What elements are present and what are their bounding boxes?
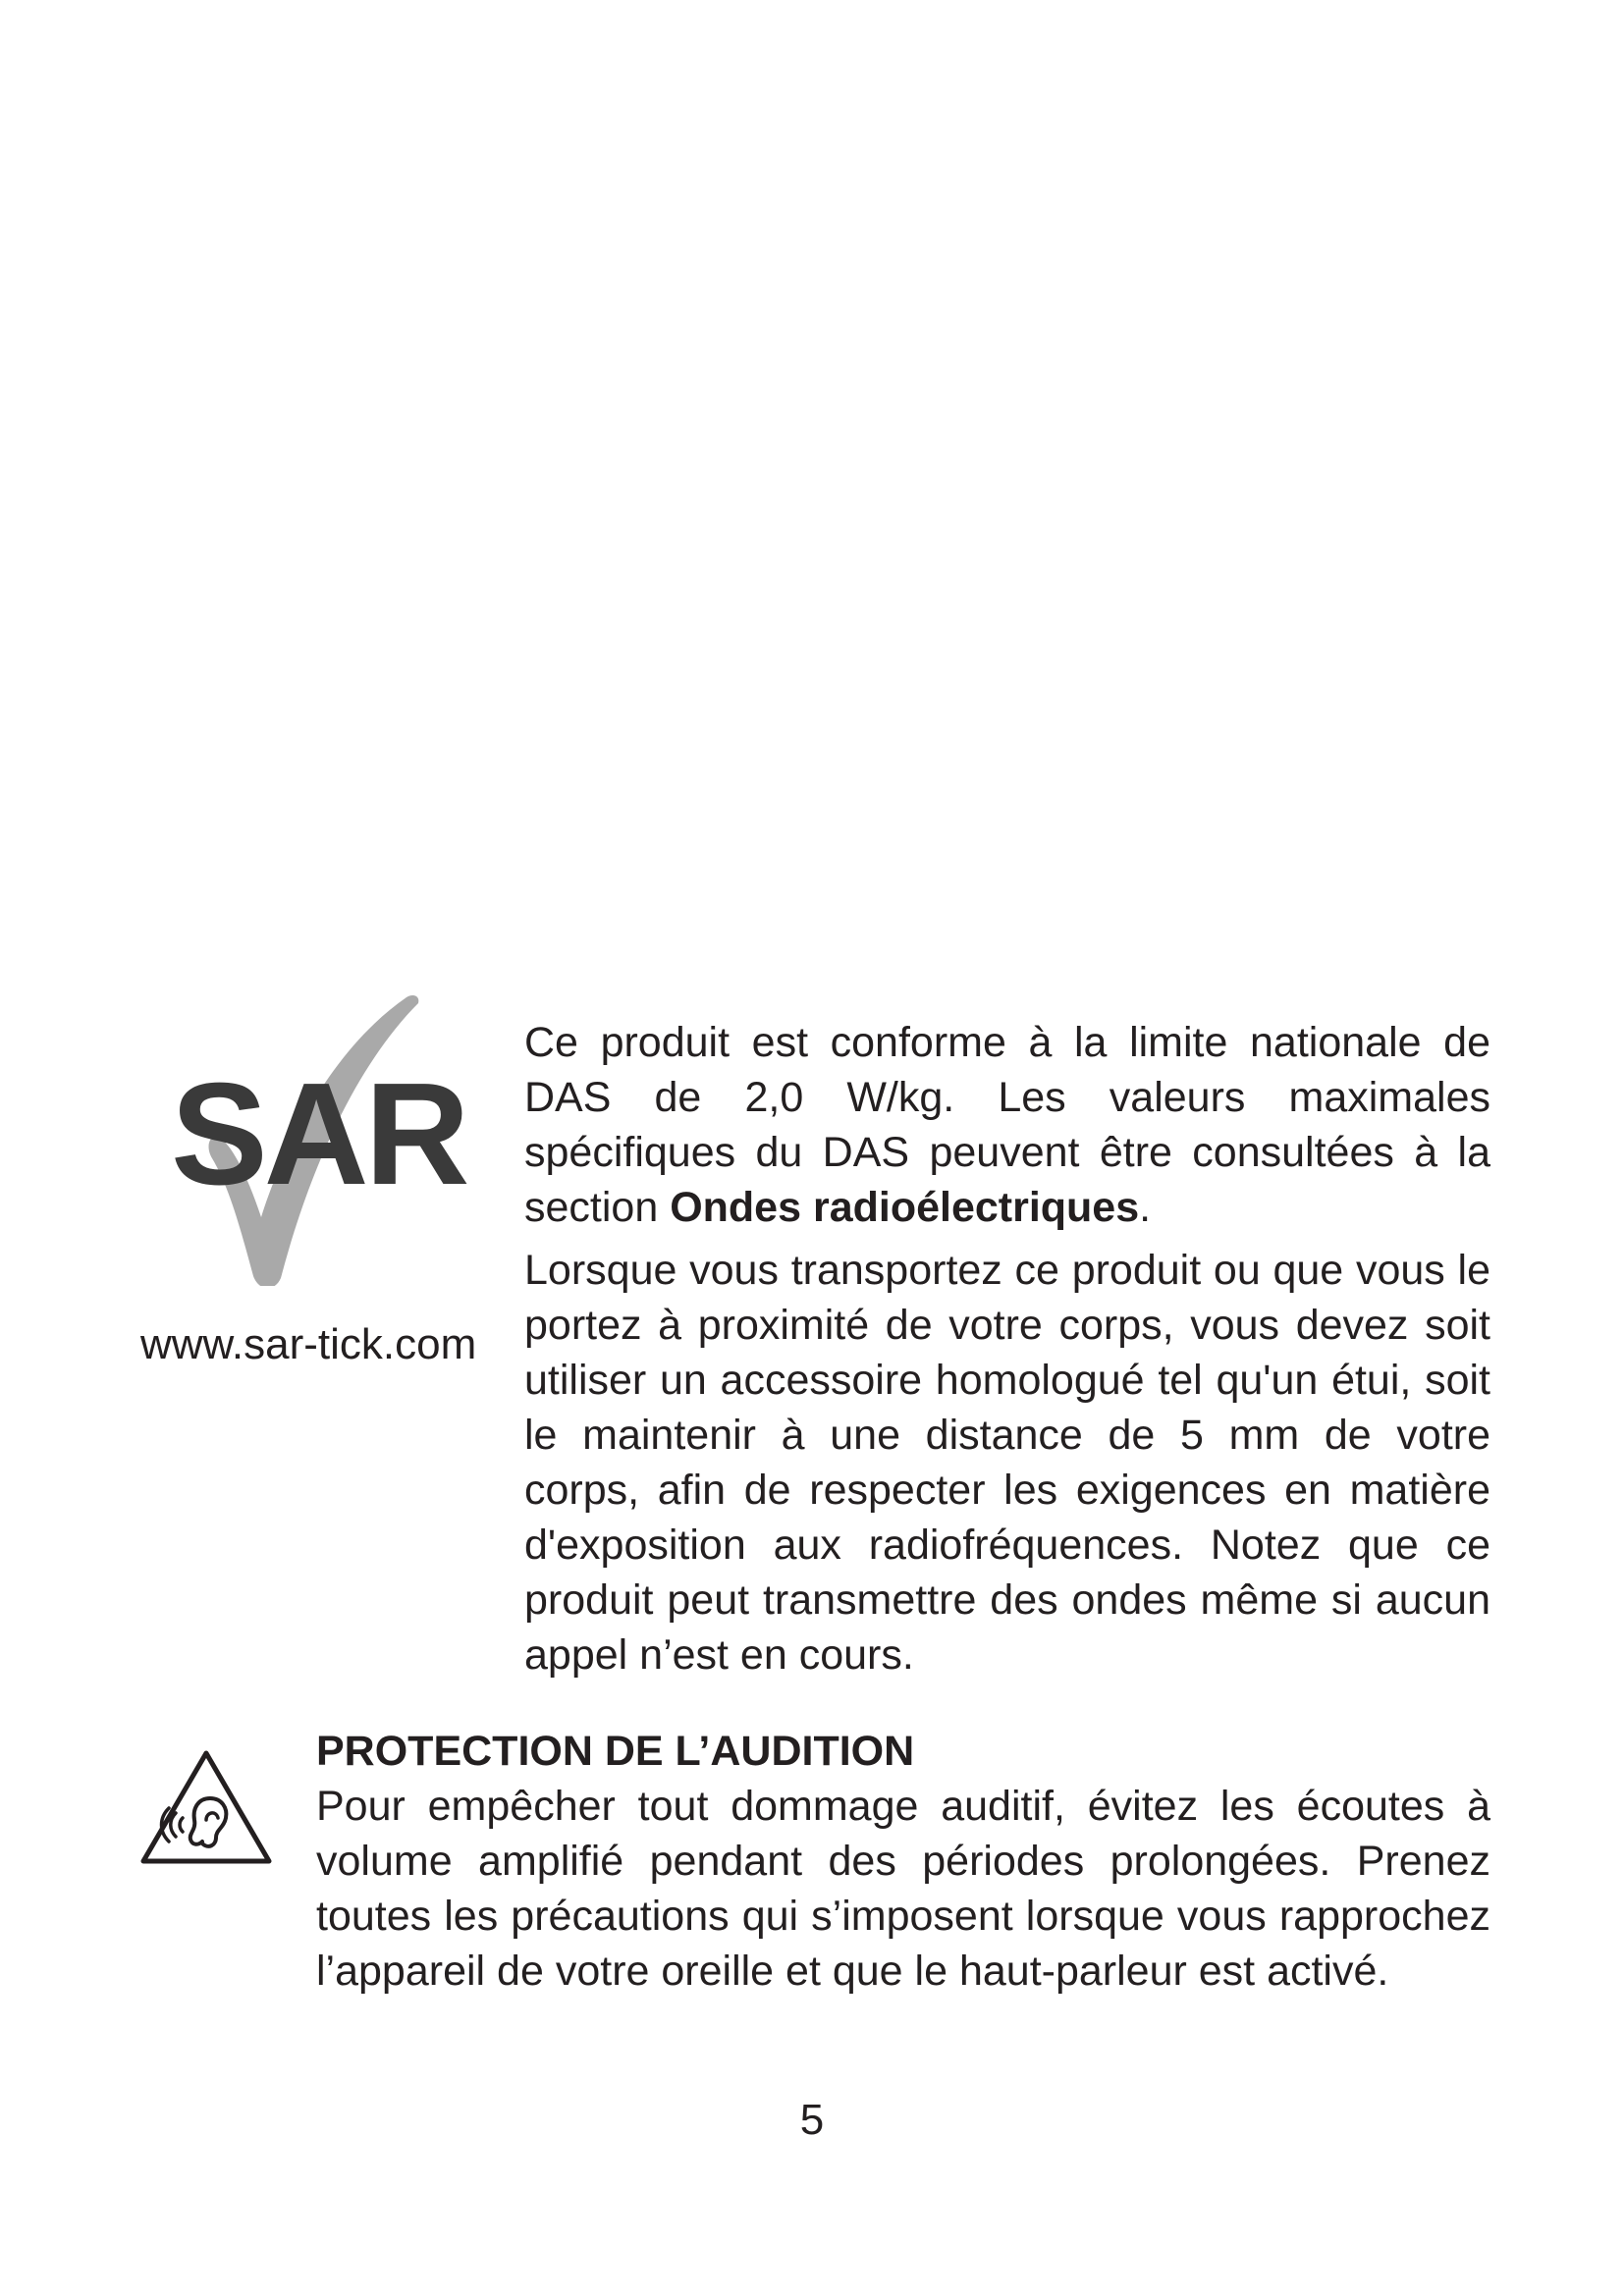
sar-paragraph-1 [524,1015,1490,1235]
hearing-protection-text: Pour empêcher tout dommage auditif, évitez les écoutes à volume amplifié pendant des périodes prolongées. Prenez toutes les précautions qui s’imposent lorsque vous rapprochez l’appareil de votre oreille et que le haut-parleur est activé. [316,1783,1490,1995]
hearing-protection-title: PROTECTION DE L’AUDITION [316,1728,915,1775]
sar-description [524,1015,1490,1682]
hearing-protection-section [316,1724,1490,1999]
sar-paragraph-1-end: . [1139,1184,1152,1231]
sar-tick-logo [165,991,466,1286]
page-number: 5 [799,2096,825,2144]
sar-logo-letters: SAR [171,1053,466,1215]
sar-website-url: www.sar-tick.com [140,1320,477,1368]
sar-paragraph-2: Lorsque vous transportez ce produit ou que vous le portez à proximité de votre corps, vous devez soit utiliser un accessoire homologué tel qu'un étui, soit le maintenir à une distance de 5 mm de votre corps, afin de respecter les exigences en matière d'exposition aux radiofréquences. Notez que ce produit peut transmettre des ondes même si aucun appel n’est en cours. [524,1247,1490,1679]
sar-paragraph-1-text: Ce produit est conforme à la limite nationale de DAS de 2,0 W/kg. Les valeurs maximales spécifiques du DAS peuvent être consultées à la section [524,1019,1490,1231]
hearing-warning-icon [137,1747,275,1869]
sar-section-reference: Ondes radioélectriques [670,1184,1140,1231]
